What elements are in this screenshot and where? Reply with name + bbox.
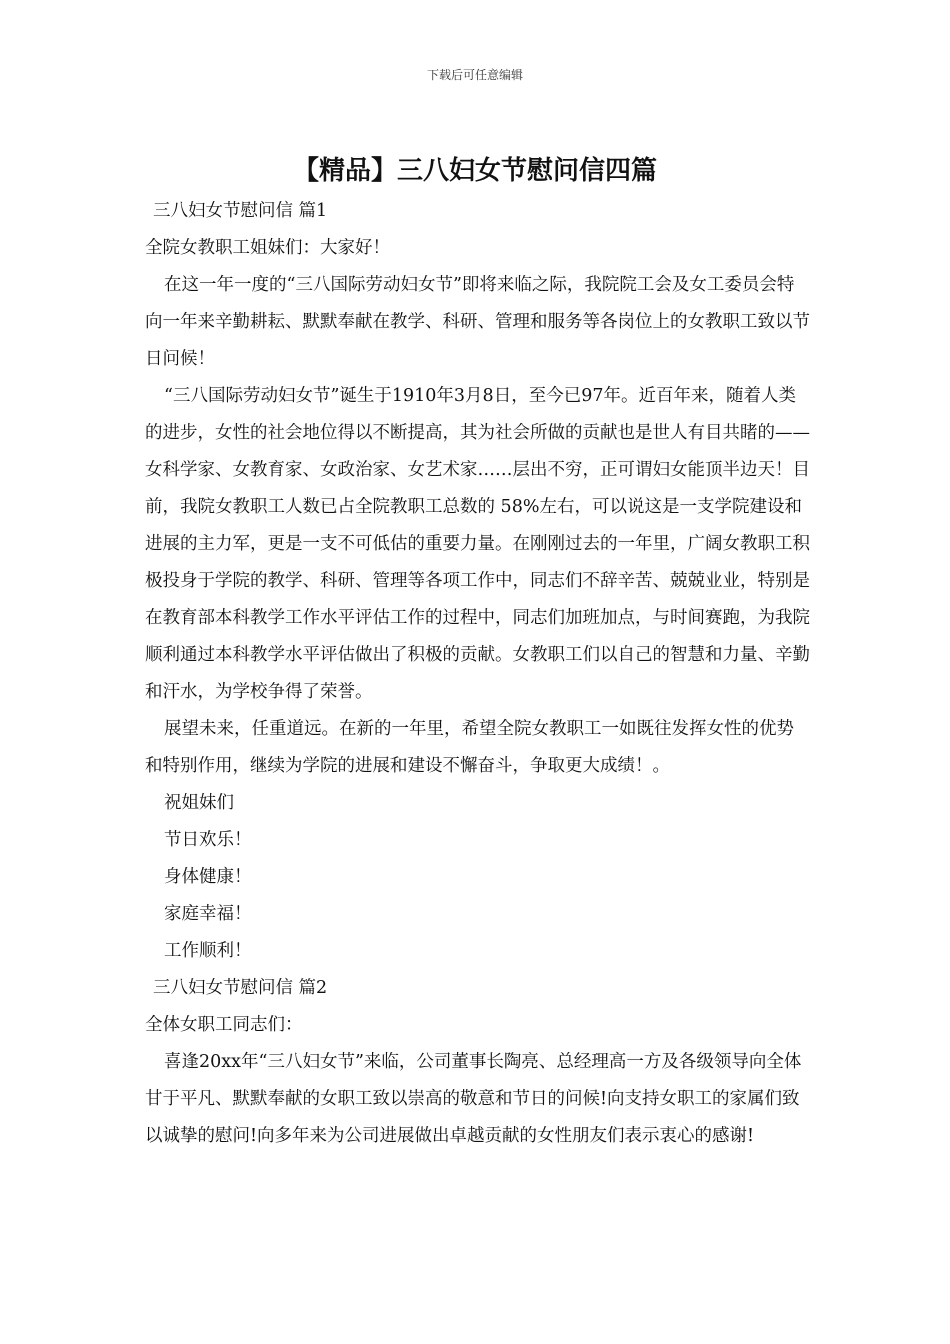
- section-heading: 三八妇女节慰问信 篇1: [153, 201, 328, 221]
- wish-line: 家庭幸福！: [164, 904, 252, 924]
- wish-line: 节日欢乐！: [164, 830, 252, 850]
- document-title: 【精品】三八妇女节慰问信四篇: [292, 156, 657, 186]
- document-body: [145, 193, 810, 1155]
- header-note: 下载后可任意编辑: [426, 68, 523, 82]
- wish-line: 工作顺利！: [164, 941, 252, 961]
- paragraph: 展望未来，任重道远。在新的一年里，希望全院女教职工一如既往发挥女性的优势和特别作用，继续为学院的进展和建设不懈奋斗，争取更大成绩！。: [145, 719, 794, 776]
- paragraph: 在这一年一度的“三八国际劳动妇女节”即将来临之际，我院院工会及女工委员会特向一年来辛勤耕耘、默默奉献在教学、科研、管理和服务等各岗位上的女教职工致以节日问候！: [145, 275, 810, 369]
- section-heading: 三八妇女节慰问信 篇2: [153, 978, 328, 998]
- paragraph: “三八国际劳动妇女节”诞生于1910年3月8日，至今已97年。近百年来，随着人类的进步，女性的社会地位得以不断提高，其为社会所做的贡献也是世人有目共睹的——女科学家、女教育家、女政治家、女艺术家……层出不穷，正可谓妇女能顶半边天！目前，我院女教职工人数已占全院教职工总数的 58%左右，可以说这是一支学院建设和进展的主力军，更是一支不可低估的重要力量。在刚刚过去的一年里，广阔女教职工积极投身于学院的教学、科研、管理等各项工作中，同志们不辞辛苦、兢兢业业，特别是在教育部本科教学工作水平评估工作的过程中，同志们加班加点，与时间赛跑，为我院顺利通过本科教学水平评估做出了积极的贡献。女教职工们以自己的智慧和力量、辛勤和汗水，为学校争得了荣誉。: [145, 386, 810, 702]
- wish-line: 身体健康！: [164, 867, 252, 887]
- wish-line: 祝姐妹们: [164, 793, 234, 813]
- paragraph: 喜逢20xx年“三八妇女节”来临，公司董事长陶亮、总经理高一方及各级领导向全体甘于平凡、默默奉献的女职工致以崇高的敬意和节日的问候!向支持女职工的家属们致以诚挚的慰问!向多年来为公司进展做出卓越贡献的女性朋友们表示衷心的感谢!: [145, 1052, 802, 1146]
- salutation: 全院女教职工姐妹们：大家好！: [145, 238, 390, 258]
- salutation: 全体女职工同志们：: [145, 1015, 303, 1035]
